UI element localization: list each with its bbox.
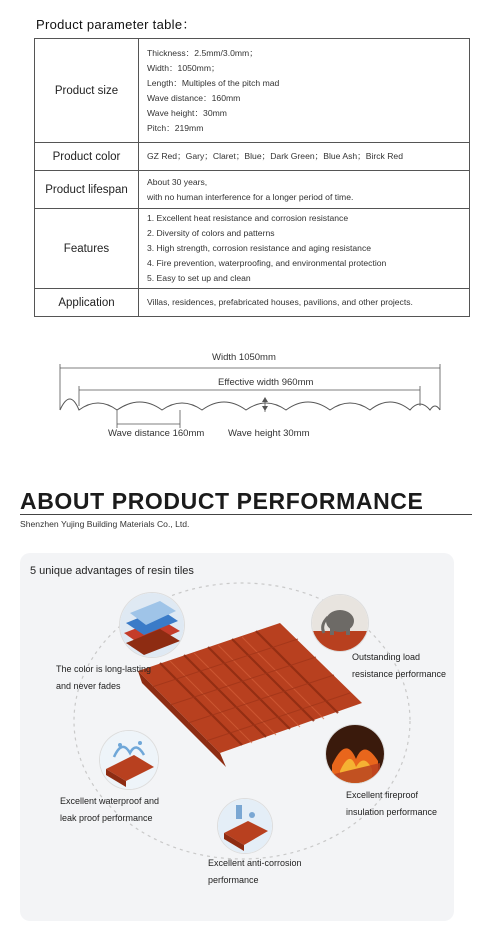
row-label: Product color bbox=[35, 143, 139, 171]
value-line: 1. Excellent heat resistance and corrosion resistance bbox=[147, 213, 349, 223]
row-value bbox=[139, 143, 470, 171]
advantage-caption: Excellent waterproof and leak proof performance bbox=[60, 796, 160, 823]
tile-profile-diagram bbox=[50, 348, 450, 448]
advantage-caption: The color is long-lasting and never fades bbox=[56, 664, 152, 691]
table-row bbox=[35, 209, 470, 289]
advantage-caption: Excellent anti-corrosion performance bbox=[208, 858, 302, 885]
elephant-load-icon bbox=[312, 595, 368, 651]
row-value bbox=[139, 209, 470, 289]
value-line: with no human interference for a longer period of time. bbox=[147, 191, 354, 202]
row-label: Features bbox=[35, 209, 139, 289]
value-line: Villas, residences, prefabricated houses, pavilions, and other projects. bbox=[147, 297, 413, 307]
table-row bbox=[35, 171, 470, 209]
color-tiles-icon bbox=[120, 593, 184, 657]
table-row bbox=[35, 39, 470, 143]
value-line: 3. High strength, corrosion resistance and aging resistance bbox=[147, 243, 372, 253]
corrosion-icon bbox=[218, 799, 272, 853]
row-label: Application bbox=[35, 289, 139, 317]
wave-distance-label: Wave distance 160mm bbox=[108, 428, 205, 439]
divider bbox=[20, 514, 472, 515]
water-splash-icon bbox=[100, 731, 158, 789]
value-line: Thickness：2.5mm/3.0mm； bbox=[147, 47, 258, 58]
value-line: 4. Fire prevention, waterproofing, and environmental protection bbox=[147, 258, 387, 268]
advantage-caption: Outstanding load resistance performance bbox=[352, 652, 447, 679]
row-label: Product lifespan bbox=[35, 171, 139, 209]
company-name: Shenzhen Yujing Building Materials Co., Ltd. bbox=[20, 519, 190, 529]
row-value bbox=[139, 289, 470, 317]
width-label: Width 1050mm bbox=[212, 352, 276, 363]
value-line: About 30 years, bbox=[147, 176, 208, 187]
value-line: GZ Red；Gary；Claret；Blue；Dark Green；Blue Ash；Birck Red bbox=[147, 151, 403, 161]
value-line: Length：Multiples of the pitch mad bbox=[147, 77, 280, 88]
section-title: Product parameter table： bbox=[36, 17, 196, 32]
fire-icon bbox=[326, 725, 384, 783]
row-value bbox=[139, 171, 470, 209]
about-title: ABOUT PRODUCT PERFORMANCE bbox=[20, 488, 424, 514]
value-line: 2. Diversity of colors and patterns bbox=[147, 228, 275, 238]
advantages-title: 5 unique advantages of resin tiles bbox=[30, 565, 194, 577]
value-line: Wave distance：160mm bbox=[147, 92, 241, 103]
advantages-card bbox=[20, 553, 454, 921]
value-line: Wave height：30mm bbox=[147, 107, 227, 118]
table-row bbox=[35, 143, 470, 171]
row-label: Product size bbox=[35, 39, 139, 143]
effective-width-label: Effective width 960mm bbox=[218, 377, 314, 388]
wave-height-label: Wave height 30mm bbox=[228, 428, 310, 439]
value-line: 5. Easy to set up and clean bbox=[147, 273, 251, 283]
table-row bbox=[35, 289, 470, 317]
parameter-table bbox=[34, 38, 470, 317]
advantage-caption: Excellent fireproof insulation performance bbox=[346, 790, 438, 817]
row-value bbox=[139, 39, 470, 143]
value-line: Pitch：219mm bbox=[147, 122, 204, 133]
value-line: Width：1050mm； bbox=[147, 62, 220, 73]
